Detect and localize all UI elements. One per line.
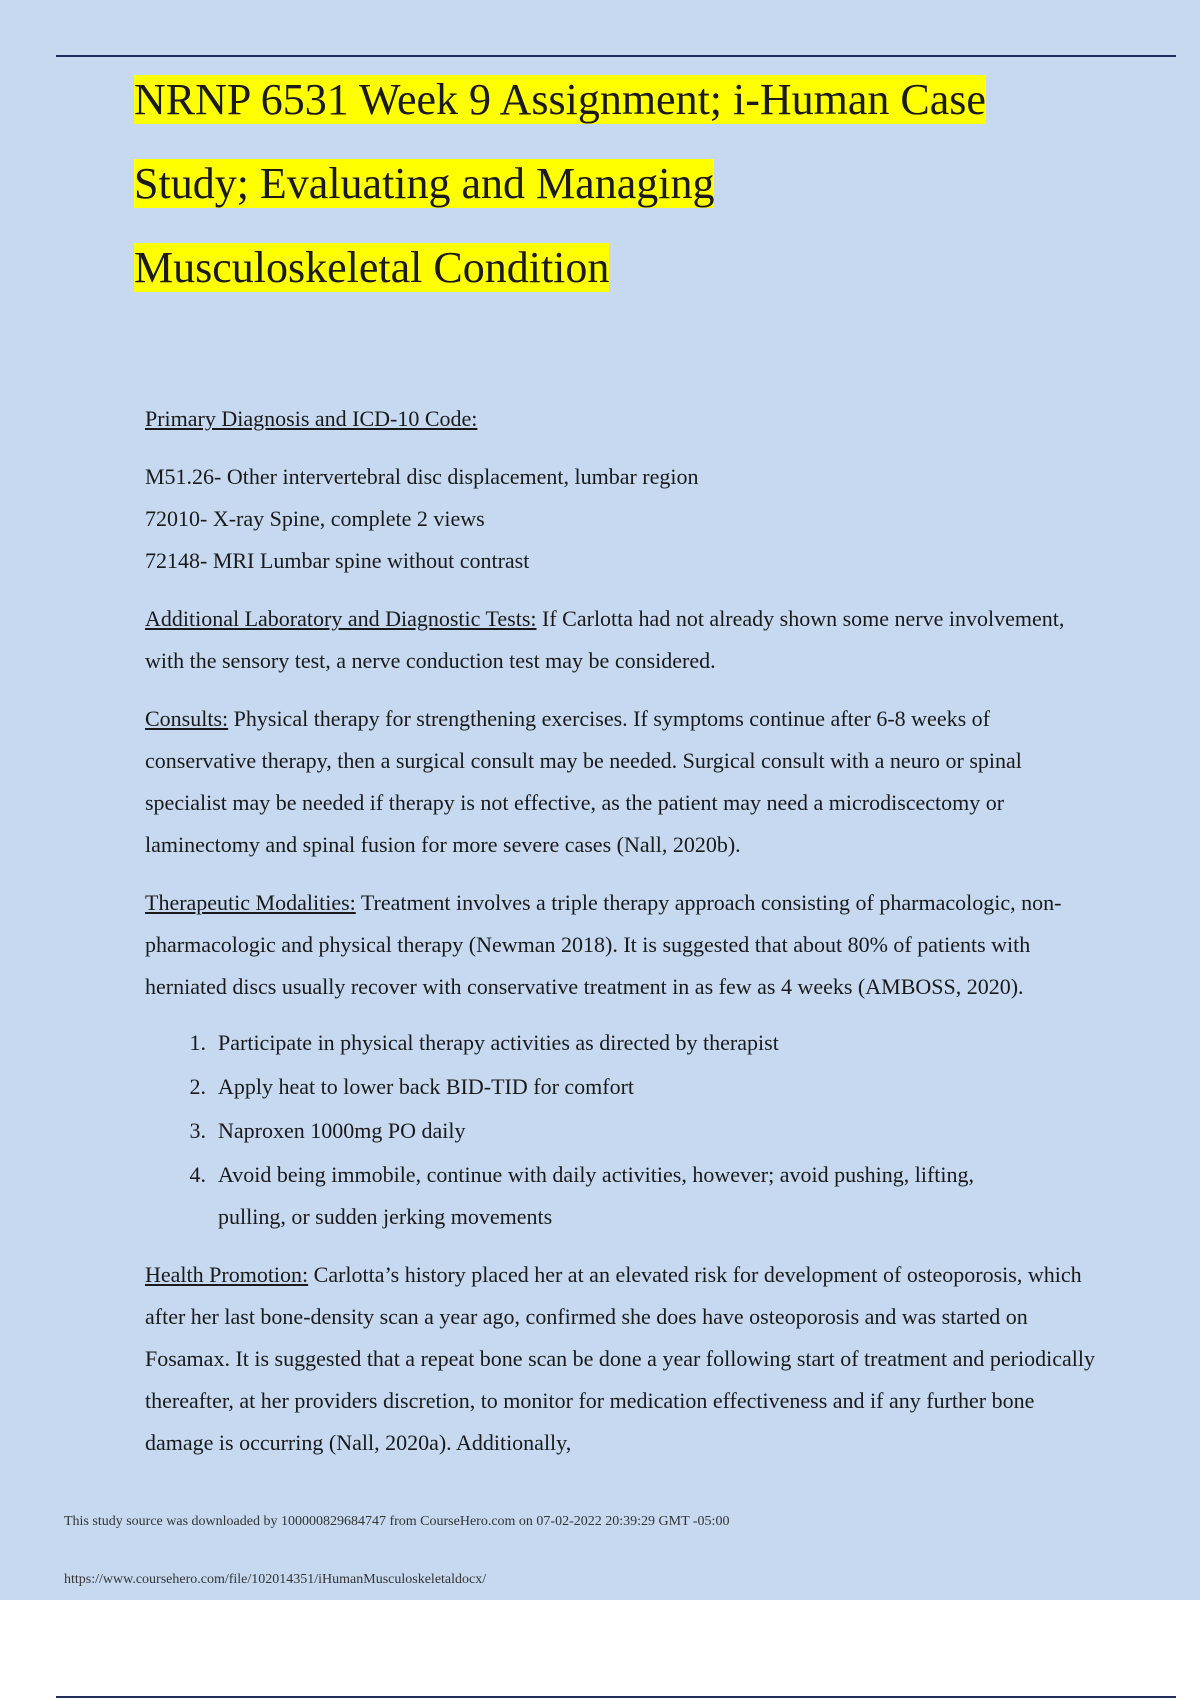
document-title xyxy=(134,58,1134,310)
health-promotion-label: Health Promotion: xyxy=(145,1262,309,1287)
document-body xyxy=(145,398,1095,1464)
list-item-text: Avoid being immobile, continue with daily activities, however; avoid pushing, lifting, pulling, or sudden jerking movements xyxy=(218,1162,975,1229)
list-item-text: Apply heat to lower back BID-TID for comfort xyxy=(218,1074,635,1099)
list-item-number: 3. xyxy=(189,1118,206,1143)
diagnosis-code: M51.26- Other intervertebral disc displacement, lumbar region xyxy=(145,464,699,489)
title-line: NRNP 6531 Week 9 Assignment; i-Human Case xyxy=(134,75,986,124)
additional-tests-text: If Carlotta had not already shown some nerve involvement, with the sensory test, a nerve conduction test may be considered. xyxy=(145,606,1065,673)
primary-diagnosis-heading xyxy=(145,398,1095,440)
list-item xyxy=(145,1066,1095,1108)
consults-paragraph xyxy=(145,698,1095,866)
diagnosis-code: 72148- MRI Lumbar spine without contrast xyxy=(145,548,530,573)
list-item-number: 1. xyxy=(189,1030,206,1055)
list-item xyxy=(145,1022,1095,1064)
consults-text: Physical therapy for strengthening exercises. If symptoms continue after 6-8 weeks of conservative therapy, then a surgical consult may be needed. Surgical consult with a neuro or spinal specialist may be needed if therapy is not effective, as the patient may need a microdiscectomy or laminectomy and spinal fusion for more severe cases (Nall, 2020b). xyxy=(145,706,1022,857)
therapeutic-paragraph xyxy=(145,882,1095,1008)
additional-tests-paragraph xyxy=(145,598,1095,682)
therapeutic-text: Treatment involves a triple therapy approach consisting of pharmacologic, non-pharmacologic and physical therapy (Newman 2018). It is suggested that about 80% of patients with herniated discs usually recover with conservative treatment in as few as 4 weeks (AMBOSS, 2020). xyxy=(145,890,1062,999)
primary-diagnosis-label: Primary Diagnosis and ICD-10 Code: xyxy=(145,406,478,431)
diagnosis-code: 72010- X-ray Spine, complete 2 views xyxy=(145,506,485,531)
source-url[interactable]: https://www.coursehero.com/file/102014351/iHumanMusculoskeletaldocx/ xyxy=(64,1572,487,1587)
list-item-number: 2. xyxy=(189,1074,206,1099)
bottom-divider xyxy=(56,1696,1176,1698)
list-item-text: Naproxen 1000mg PO daily xyxy=(218,1118,466,1143)
health-promotion-paragraph xyxy=(145,1254,1095,1464)
health-promotion-text: Carlotta’s history placed her at an elevated risk for development of osteoporosis, which after her last bone-density scan a year ago, confirmed she does have osteoporosis and was started on Fosamax. It is suggested that a repeat bone scan be done a year following start of treatment and periodically thereafter, at her providers discretion, to monitor for medication effectiveness and if any further bone damage is occurring (Nall, 2020a). Additionally, xyxy=(145,1262,1095,1455)
list-item xyxy=(145,1154,1095,1238)
consults-label: Consults: xyxy=(145,706,229,731)
list-item-number: 4. xyxy=(189,1162,206,1187)
download-note: This study source was downloaded by 100000829684747 from CourseHero.com on 07-02-2022 20:39:29 GMT -05:00 xyxy=(64,1514,730,1529)
list-item-text: Participate in physical therapy activities as directed by therapist xyxy=(218,1030,779,1055)
title-line: Study; Evaluating and Managing xyxy=(134,159,715,208)
top-divider xyxy=(56,55,1176,57)
therapy-list xyxy=(145,1022,1095,1238)
list-item xyxy=(145,1110,1095,1152)
additional-tests-label: Additional Laboratory and Diagnostic Tests: xyxy=(145,606,537,631)
title-line: Musculoskeletal Condition xyxy=(134,243,610,292)
therapeutic-label: Therapeutic Modalities: xyxy=(145,890,356,915)
